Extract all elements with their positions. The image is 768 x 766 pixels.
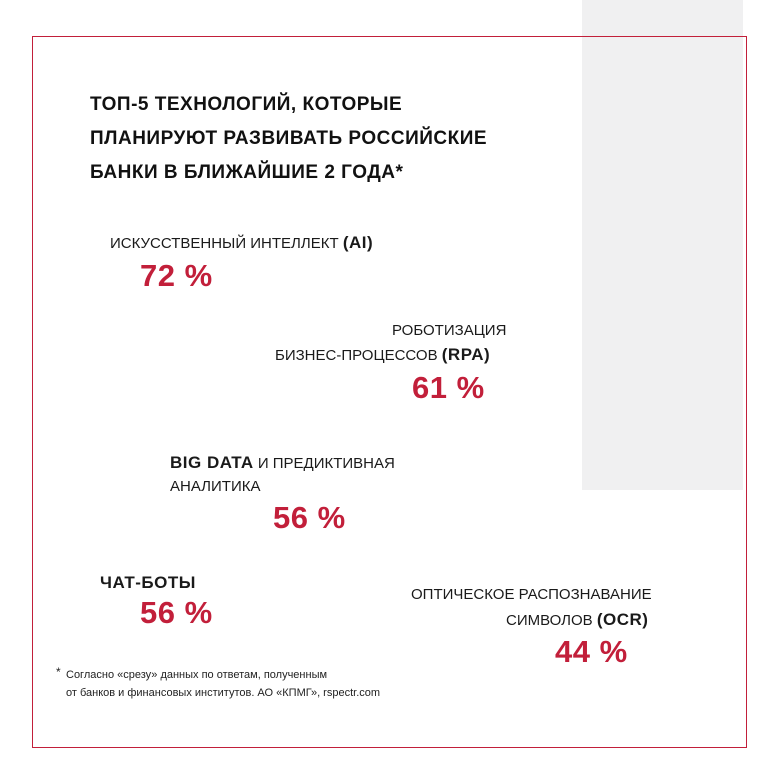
footnote <box>56 665 381 702</box>
title-line-2: ПЛАНИРУЮТ РАЗВИВАТЬ РОССИЙСКИЕ <box>90 128 488 149</box>
item-rpa-abbr: (RPA) <box>441 345 491 364</box>
title-line-1: ТОП-5 ТЕХНОЛОГИЙ, КОТОРЫЕ <box>90 94 403 115</box>
footnote-line-2: от банков и финансовых институтов. АО «КПМГ», rspectr.com <box>66 687 381 699</box>
item-ai-value: 72 % <box>140 258 213 293</box>
item-chatbots-abbr: ЧАТ-БОТЫ <box>100 573 196 592</box>
item-ai-abbr: (AI) <box>342 233 374 252</box>
item-rpa-value: 61 % <box>412 370 485 405</box>
item-bigdata-label-line2: АНАЛИТИКА <box>170 478 261 495</box>
item-ocr-label <box>506 607 648 633</box>
item-ocr-text: СИМВОЛОВ <box>506 612 593 629</box>
item-bigdata-value: 56 % <box>273 500 346 535</box>
item-rpa-text: БИЗНЕС-ПРОЦЕССОВ <box>275 347 438 364</box>
chart-title <box>90 88 560 190</box>
item-chatbots-value: 56 % <box>140 595 213 630</box>
footnote-line-1: Согласно «срезу» данных по ответам, полученным <box>66 669 328 681</box>
item-ocr-label-line1: ОПТИЧЕСКОЕ РАСПОЗНАВАНИЕ <box>411 586 652 603</box>
item-bigdata-abbr: BIG DATA <box>170 453 254 472</box>
footnote-star: * <box>56 665 61 679</box>
item-ai-text: ИСКУССТВЕННЫЙ ИНТЕЛЛЕКТ <box>110 235 339 252</box>
item-ocr-value: 44 % <box>555 634 628 669</box>
item-chatbots-label <box>100 570 196 596</box>
item-bigdata-text: И ПРЕДИКТИВНАЯ <box>257 455 395 472</box>
item-rpa-label <box>275 342 490 368</box>
item-bigdata-label <box>170 450 395 476</box>
item-ai-label <box>110 230 373 256</box>
item-rpa-label-line1: РОБОТИЗАЦИЯ <box>392 322 507 339</box>
title-line-3: БАНКИ В БЛИЖАЙШИЕ 2 ГОДА* <box>90 162 404 183</box>
item-ocr-abbr: (OCR) <box>596 610 649 629</box>
